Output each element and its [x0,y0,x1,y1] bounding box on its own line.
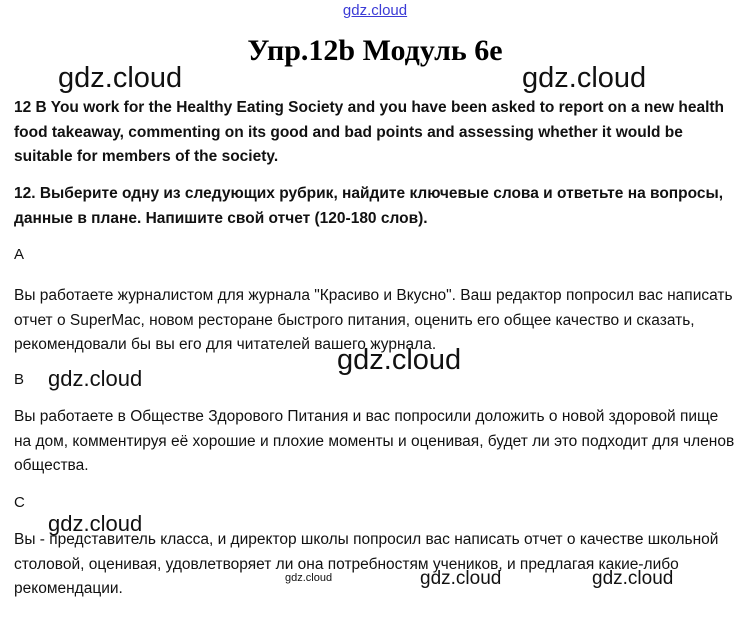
task-russian: 12. Выберите одну из следующих рубрик, найдите ключевые слова и ответьте на вопросы, данные в плане. Напишите свой отчет (120-180 слов). [14,185,724,227]
option-c-text: Вы - представитель класса, и директор школы попросил вас написать отчет о качестве школьной столовой, оценивая, удовлетворяет ли она потребностям учеников, и предлагая какие-либо рекомендации. [14,531,719,597]
watermark-left-b: gdz.cloud [48,366,143,391]
watermark-bottom-tiny: gdz.cloud [285,572,333,584]
option-a-letter: A [14,246,25,263]
watermark-bottom-mid: gdz.cloud [420,568,502,589]
option-a-text: Вы работаете журналистом для журнала "Красиво и Вкусно". Ваш редактор попросил вас написать отчет о SuperMac, новом ресторане быстрого питания, оценить его общее качество и сказать, рекомендовали бы вы его для читателей вашего журнала. [14,287,733,353]
watermark-middle: gdz.cloud [337,344,462,376]
watermark-title-left: gdz.cloud [58,62,183,94]
watermark-bottom-right: gdz.cloud [592,568,674,589]
option-b-text: Вы работаете в Обществе Здорового Питания и вас попросили доложить о новой здоровой пище на дом, комментируя её хорошие и плохие моменты и оценивая, будет ли это подходит для членов общества. [14,408,735,474]
option-c-letter: C [14,494,25,511]
watermark-title-right: gdz.cloud [522,62,647,94]
watermark-left-c: gdz.cloud [48,511,143,536]
top-watermark-link[interactable]: gdz.cloud [342,2,408,19]
task-english: 12 B You work for the Healthy Eating Society and you have been asked to report on a new health food takeaway, commenting on its good and bad points and assessing whether it would be suitable for members of the society. [14,99,725,165]
option-b-letter: B [14,371,25,388]
page-title: Упр.12b Модуль 6е [247,34,503,67]
